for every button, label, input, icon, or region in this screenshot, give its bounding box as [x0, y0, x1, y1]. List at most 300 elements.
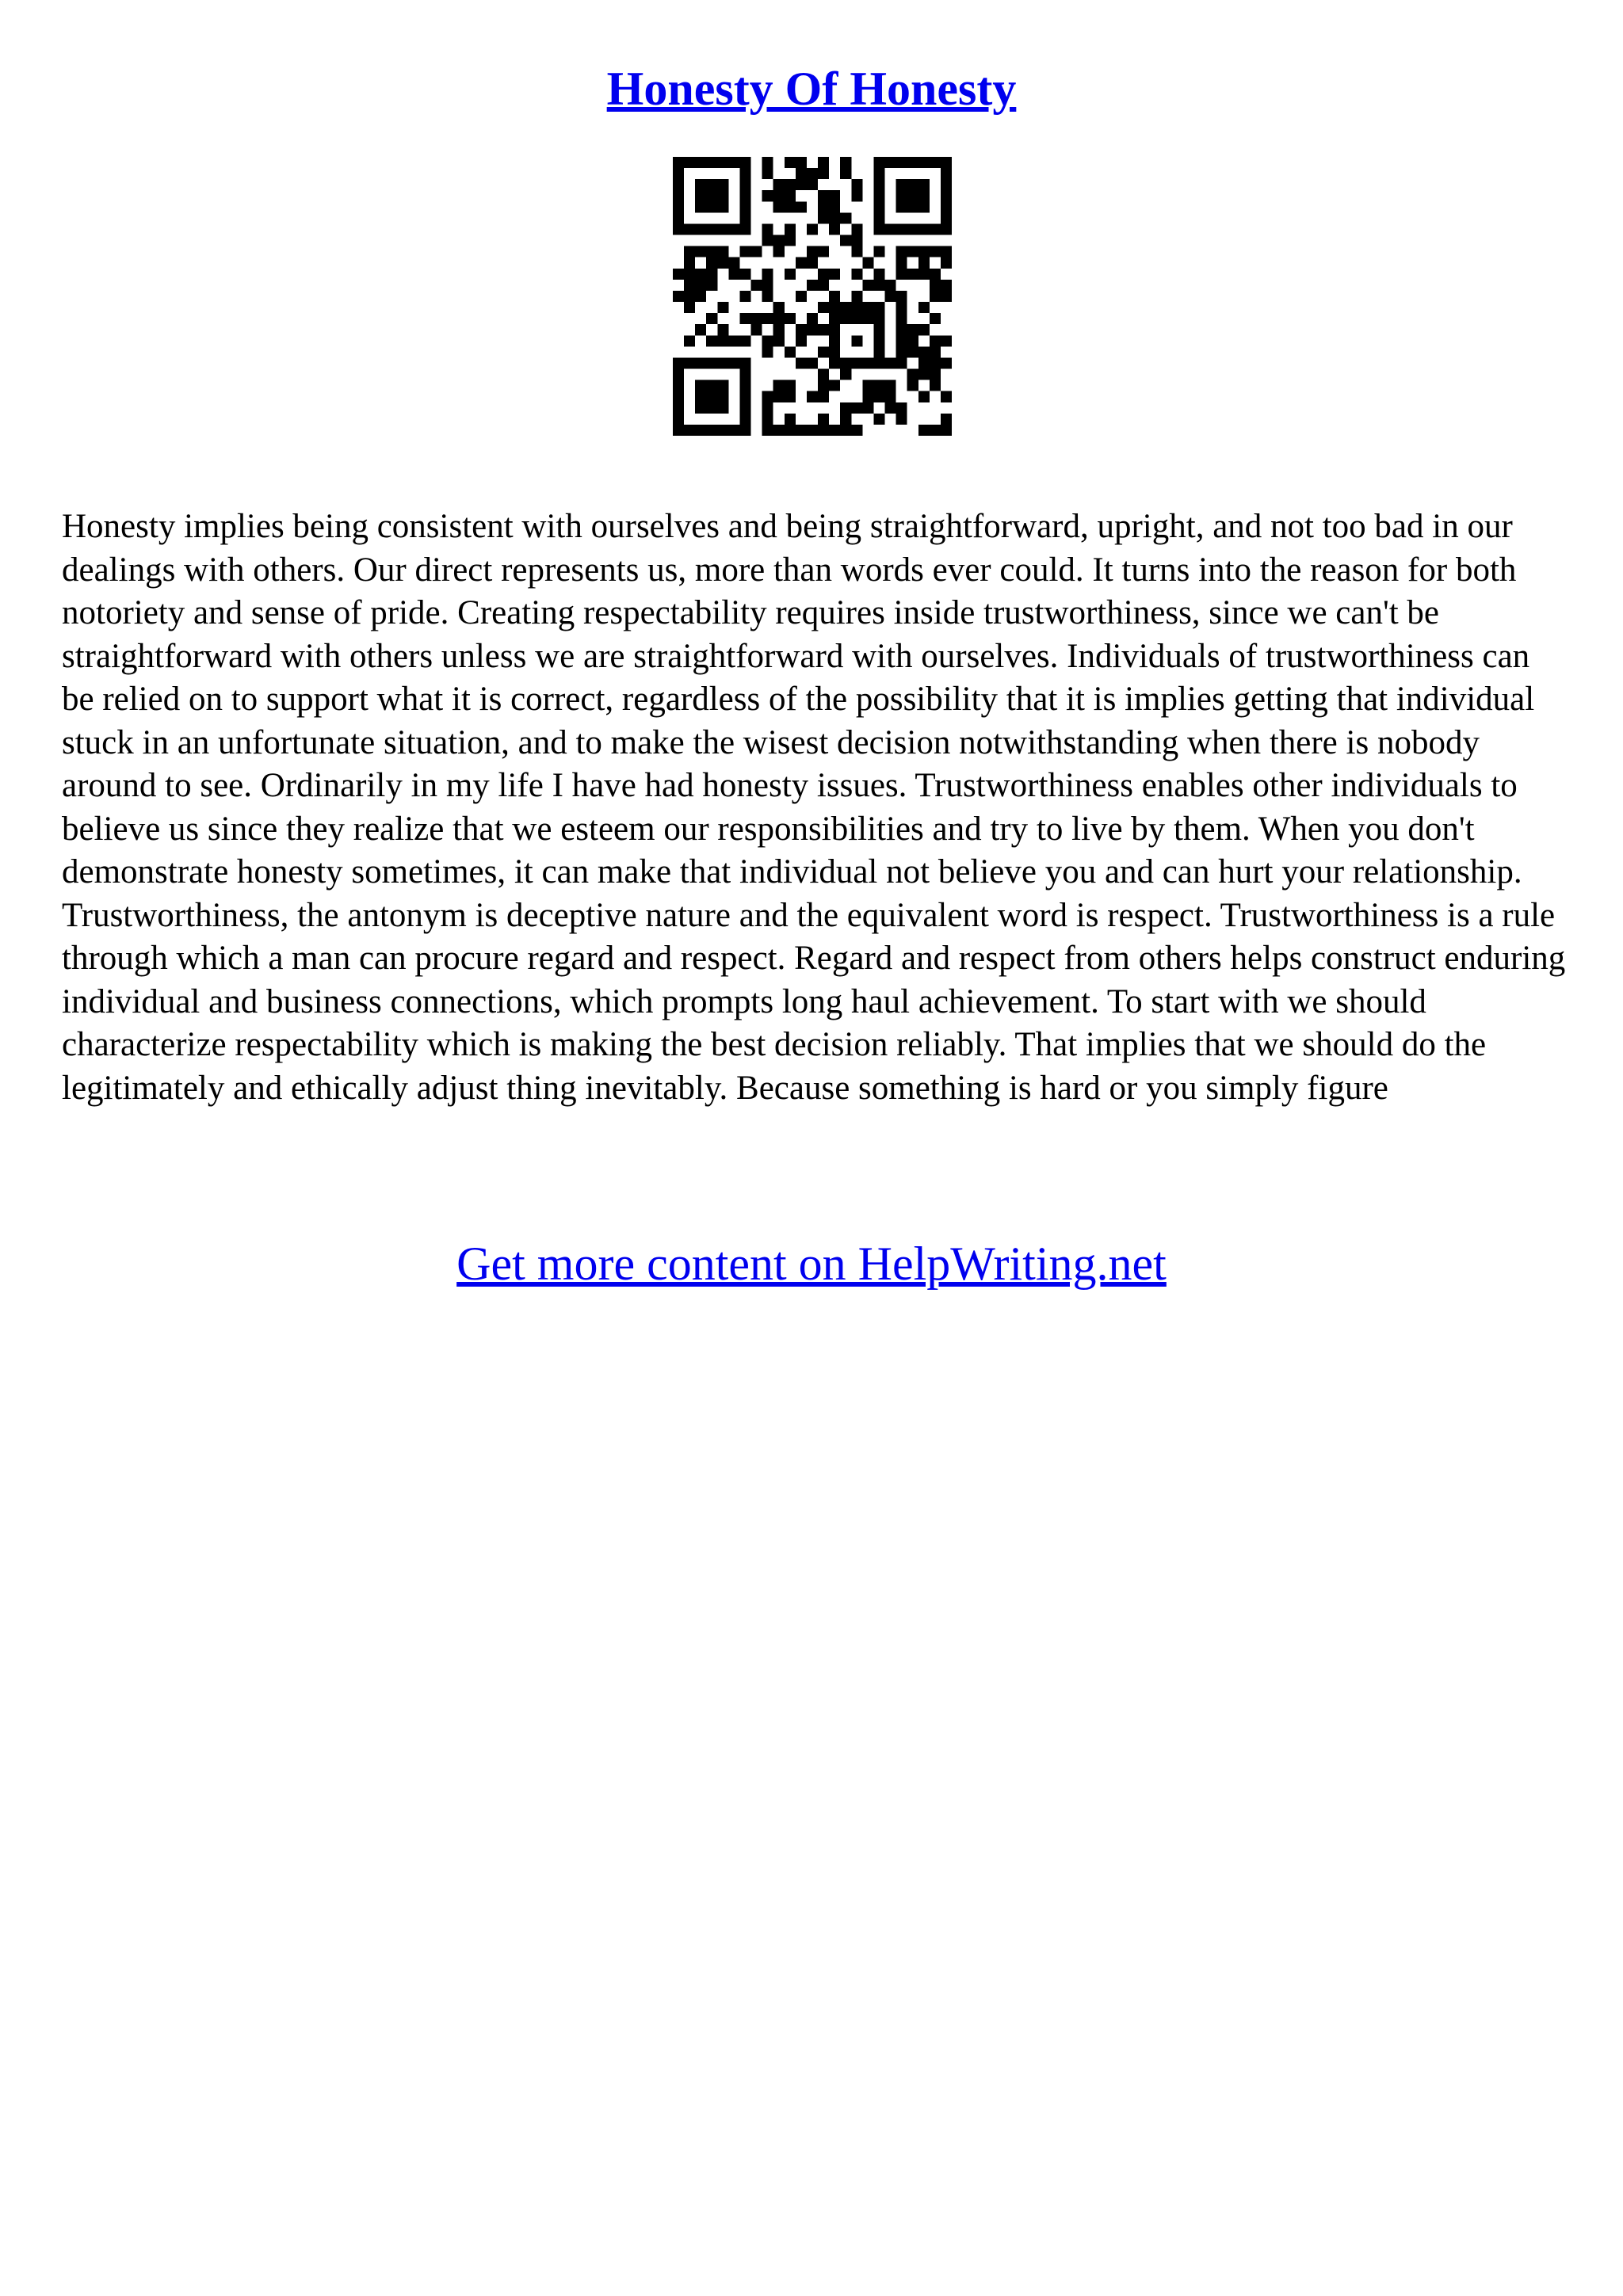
- qr-module: [717, 402, 728, 414]
- qr-module: [739, 425, 750, 436]
- qr-module: [941, 425, 952, 436]
- qr-module: [762, 313, 773, 324]
- qr-module: [728, 335, 739, 346]
- qr-module: [907, 246, 918, 257]
- qr-module: [695, 402, 706, 414]
- qr-module: [717, 201, 728, 212]
- qr-module: [717, 425, 728, 436]
- qr-module: [918, 391, 930, 402]
- qr-module: [840, 157, 851, 168]
- qr-module: [941, 257, 952, 269]
- qr-module: [896, 335, 907, 346]
- qr-module: [673, 179, 684, 190]
- qr-module: [695, 190, 706, 201]
- qr-module: [673, 369, 684, 380]
- qr-module: [773, 380, 785, 391]
- qr-module: [762, 291, 773, 302]
- qr-module: [829, 346, 840, 357]
- qr-module: [941, 179, 952, 190]
- qr-module: [773, 190, 785, 201]
- qr-module: [807, 257, 818, 269]
- qr-module: [773, 391, 785, 402]
- qr-module: [673, 168, 684, 179]
- qr-module: [796, 168, 807, 179]
- qr-module: [673, 223, 684, 235]
- qr-module: [739, 357, 750, 368]
- qr-module: [829, 212, 840, 223]
- qr-module: [807, 324, 818, 335]
- qr-module: [873, 246, 884, 257]
- qr-module: [684, 291, 695, 302]
- qr-module: [941, 201, 952, 212]
- qr-module: [907, 380, 918, 391]
- qr-module: [896, 402, 907, 414]
- qr-module: [873, 335, 884, 346]
- qr-module: [807, 223, 818, 235]
- qr-module: [717, 324, 728, 335]
- qr-module: [739, 157, 750, 168]
- qr-module: [684, 269, 695, 280]
- qr-module: [840, 369, 851, 380]
- qr-module: [785, 313, 796, 324]
- qr-module: [796, 291, 807, 302]
- qr-module: [862, 280, 873, 291]
- qr-module: [885, 380, 896, 391]
- qr-module: [896, 223, 907, 235]
- qr-module: [930, 269, 941, 280]
- qr-module: [807, 168, 818, 179]
- qr-module: [762, 335, 773, 346]
- qr-module: [673, 212, 684, 223]
- qr-module: [673, 357, 684, 368]
- qr-module: [695, 380, 706, 391]
- qr-module: [728, 257, 739, 269]
- qr-module: [717, 157, 728, 168]
- qr-module: [829, 425, 840, 436]
- qr-module: [873, 346, 884, 357]
- qr-module: [873, 414, 884, 425]
- qr-module: [840, 414, 851, 425]
- qr-module: [706, 357, 717, 368]
- qr-module: [851, 179, 862, 190]
- qr-module: [818, 302, 829, 313]
- qr-module: [941, 246, 952, 257]
- qr-module: [673, 201, 684, 212]
- qr-module: [785, 235, 796, 246]
- qr-module: [796, 201, 807, 212]
- qr-module: [706, 380, 717, 391]
- qr-module: [785, 380, 796, 391]
- qr-module: [862, 357, 873, 368]
- qr-module: [785, 201, 796, 212]
- qr-module: [873, 391, 884, 402]
- qr-module: [941, 190, 952, 201]
- qr-module: [851, 190, 862, 201]
- qr-module: [762, 190, 773, 201]
- qr-module: [684, 425, 695, 436]
- qr-module: [941, 357, 952, 368]
- qr-module: [930, 157, 941, 168]
- qr-module: [930, 313, 941, 324]
- qr-module: [873, 302, 884, 313]
- qr-module: [796, 324, 807, 335]
- qr-module: [751, 313, 762, 324]
- qr-module: [818, 212, 829, 223]
- qr-module: [785, 269, 796, 280]
- qr-module: [885, 291, 896, 302]
- qr-module: [885, 157, 896, 168]
- qr-module: [796, 257, 807, 269]
- qr-module: [706, 201, 717, 212]
- qr-module: [673, 425, 684, 436]
- qr-module: [896, 357, 907, 368]
- qr-module: [796, 179, 807, 190]
- qr-module: [896, 257, 907, 269]
- qr-module: [706, 402, 717, 414]
- qr-module: [896, 324, 907, 335]
- qr-module: [840, 425, 851, 436]
- qr-module: [818, 425, 829, 436]
- qr-module: [739, 402, 750, 414]
- qr-module: [762, 157, 773, 168]
- qr-module: [851, 402, 862, 414]
- qr-module: [807, 313, 818, 324]
- qr-module: [762, 425, 773, 436]
- qr-module: [840, 235, 851, 246]
- qr-module: [930, 291, 941, 302]
- qr-module: [818, 380, 829, 391]
- qr-module: [739, 223, 750, 235]
- qr-module: [851, 302, 862, 313]
- qr-module: [829, 201, 840, 212]
- qr-module: [896, 302, 907, 313]
- qr-module: [695, 201, 706, 212]
- qr-module: [706, 190, 717, 201]
- qr-module: [807, 425, 818, 436]
- qr-module: [930, 335, 941, 346]
- qr-module: [728, 269, 739, 280]
- qr-module: [851, 291, 862, 302]
- qr-module: [907, 346, 918, 357]
- qr-module: [673, 190, 684, 201]
- qr-module: [684, 280, 695, 291]
- qr-module: [862, 313, 873, 324]
- qr-module: [762, 346, 773, 357]
- qr-module: [785, 157, 796, 168]
- qr-module: [930, 369, 941, 380]
- qr-module: [941, 212, 952, 223]
- qr-module: [796, 357, 807, 368]
- qr-module: [818, 280, 829, 291]
- qr-module: [941, 391, 952, 402]
- qr-module: [851, 425, 862, 436]
- qr-module: [773, 201, 785, 212]
- qr-module: [717, 179, 728, 190]
- qr-module: [762, 168, 773, 179]
- qr-module: [918, 257, 930, 269]
- qr-module: [717, 257, 728, 269]
- qr-module: [873, 324, 884, 335]
- qr-module: [695, 324, 706, 335]
- qr-module: [695, 391, 706, 402]
- qr-module: [706, 157, 717, 168]
- qr-module: [807, 357, 818, 368]
- qr-module: [695, 246, 706, 257]
- qr-module: [684, 223, 695, 235]
- qr-module: [706, 313, 717, 324]
- qr-module: [751, 280, 762, 291]
- essay-body-text: Honesty implies being consistent with ourselves and being straightforward, upright, and not too bad in our dealings with others. Our direct represents us, more than words ever could. It turns into the reason for both notoriety and sense of pride. Creating respectability requires inside trustworthiness, since we can't be straightforward with others unless we are straightforward with ourselves. Individuals of trustworthiness can be relied on to support what it is correct, regardless of the possibility that it is implies getting that individual stuck in an unfortunate situation, and to make the wisest decision notwithstanding when there is nobody around to see. Ordinarily in my life I have had honesty issues. Trustworthiness enables other individuals to believe us since they realize that we esteem our responsibilities and try to live by them. When you don't demonstrate honesty sometimes, it can make that individual not believe you and can hurt your relationship. Trustworthiness, the antonym is deceptive nature and the equivalent word is respect. Trustworthiness is a rule through which a man can procure regard and respect. Regard and respect from others helps construct enduring individual and business connections, which prompts long haul achievement. To start with we should characterize respectability which is making the best decision reliably. That implies that we should do the legitimately and ethically adjust thing inevitably. Because something is hard or you simply figure: [62, 508, 1566, 1107]
- qr-module: [706, 246, 717, 257]
- qr-module: [918, 190, 930, 201]
- qr-module: [717, 302, 728, 313]
- qr-module: [695, 223, 706, 235]
- qr-module: [706, 269, 717, 280]
- qr-module: [818, 246, 829, 257]
- qr-module: [873, 157, 884, 168]
- qr-module: [785, 414, 796, 425]
- qr-module: [930, 425, 941, 436]
- qr-module: [717, 223, 728, 235]
- qr-module: [862, 302, 873, 313]
- qr-module: [673, 291, 684, 302]
- qr-module: [862, 380, 873, 391]
- qr-module: [896, 291, 907, 302]
- qr-module: [896, 201, 907, 212]
- qr-module: [739, 414, 750, 425]
- qr-module: [717, 391, 728, 402]
- qr-module: [840, 357, 851, 368]
- qr-module: [930, 380, 941, 391]
- qr-module: [762, 280, 773, 291]
- qr-module: [885, 223, 896, 235]
- qr-module: [762, 223, 773, 235]
- qr-module: [918, 269, 930, 280]
- qr-module: [762, 402, 773, 414]
- qr-module: [918, 179, 930, 190]
- qr-module: [851, 357, 862, 368]
- qr-module: [840, 212, 851, 223]
- qr-module: [739, 269, 750, 280]
- qr-module: [762, 391, 773, 402]
- qr-module: [818, 157, 829, 168]
- qr-module: [918, 346, 930, 357]
- qr-module: [885, 357, 896, 368]
- qr-module: [785, 179, 796, 190]
- qr-module: [673, 157, 684, 168]
- qr-module: [818, 346, 829, 357]
- qr-module: [717, 380, 728, 391]
- qr-module: [896, 414, 907, 425]
- qr-module: [907, 190, 918, 201]
- qr-module: [930, 223, 941, 235]
- qr-module: [739, 313, 750, 324]
- qr-module: [807, 280, 818, 291]
- qr-module: [818, 190, 829, 201]
- qr-module: [829, 324, 840, 335]
- qr-module: [896, 313, 907, 324]
- qr-module: [717, 246, 728, 257]
- qr-module: [930, 357, 941, 368]
- qr-module: [684, 246, 695, 257]
- qr-module: [785, 346, 796, 357]
- qr-module: [728, 157, 739, 168]
- qr-module: [941, 280, 952, 291]
- qr-module: [840, 313, 851, 324]
- get-more-content-link[interactable]: Get more content on HelpWriting.net: [456, 1238, 1167, 1290]
- qr-module: [773, 324, 785, 335]
- qr-module: [851, 313, 862, 324]
- qr-module: [706, 223, 717, 235]
- qr-module: [918, 223, 930, 235]
- qr-module: [896, 346, 907, 357]
- qr-module: [873, 223, 884, 235]
- qr-module: [930, 246, 941, 257]
- qr-module: [907, 369, 918, 380]
- document-title-link[interactable]: Honesty Of Honesty: [606, 63, 1017, 115]
- qr-module: [818, 414, 829, 425]
- qr-module: [773, 425, 785, 436]
- qr-module: [885, 402, 896, 414]
- qr-module: [873, 313, 884, 324]
- qr-module: [907, 324, 918, 335]
- qr-module: [818, 369, 829, 380]
- qr-module: [930, 346, 941, 357]
- qr-module: [739, 391, 750, 402]
- qr-module: [796, 335, 807, 346]
- qr-module: [751, 324, 762, 335]
- qr-module: [930, 280, 941, 291]
- qr-module: [829, 335, 840, 346]
- qr-code-icon: [673, 157, 952, 436]
- qr-module: [739, 291, 750, 302]
- qr-module: [851, 335, 862, 346]
- qr-module: [739, 179, 750, 190]
- qr-module: [739, 335, 750, 346]
- qr-module: [773, 179, 785, 190]
- qr-module: [706, 280, 717, 291]
- qr-module: [918, 357, 930, 368]
- qr-module: [785, 425, 796, 436]
- qr-module: [829, 302, 840, 313]
- qr-module: [885, 280, 896, 291]
- qr-module: [706, 391, 717, 402]
- qr-module: [684, 357, 695, 368]
- qr-module: [907, 223, 918, 235]
- qr-module: [695, 179, 706, 190]
- qr-module: [851, 223, 862, 235]
- qr-module: [840, 168, 851, 179]
- qr-module: [896, 269, 907, 280]
- qr-module: [796, 157, 807, 168]
- qr-module: [684, 157, 695, 168]
- qr-module: [717, 190, 728, 201]
- qr-module: [873, 212, 884, 223]
- qr-module: [739, 201, 750, 212]
- qr-module: [785, 190, 796, 201]
- qr-module: [840, 402, 851, 414]
- qr-module: [695, 269, 706, 280]
- qr-module: [907, 179, 918, 190]
- qr-module: [873, 380, 884, 391]
- qr-module: [918, 425, 930, 436]
- qr-module: [762, 269, 773, 280]
- qr-module: [739, 190, 750, 201]
- qr-module: [695, 291, 706, 302]
- qr-module: [717, 357, 728, 368]
- qr-module: [873, 357, 884, 368]
- qr-module: [873, 179, 884, 190]
- qr-module: [941, 157, 952, 168]
- qr-module: [673, 414, 684, 425]
- qr-module: [695, 280, 706, 291]
- qr-module: [796, 425, 807, 436]
- qr-module: [941, 223, 952, 235]
- qr-module: [818, 168, 829, 179]
- qr-module: [873, 190, 884, 201]
- qr-module: [728, 425, 739, 436]
- qr-module: [941, 335, 952, 346]
- qr-module: [873, 201, 884, 212]
- qr-module: [673, 391, 684, 402]
- qr-module: [673, 269, 684, 280]
- qr-module: [773, 302, 785, 313]
- qr-module: [728, 357, 739, 368]
- qr-module: [785, 223, 796, 235]
- qr-module: [684, 257, 695, 269]
- qr-module: [695, 357, 706, 368]
- qr-module: [862, 402, 873, 414]
- qr-module: [807, 391, 818, 402]
- qr-module: [818, 269, 829, 280]
- qr-module: [829, 380, 840, 391]
- qr-module: [907, 269, 918, 280]
- qr-module: [918, 157, 930, 168]
- qr-module: [818, 201, 829, 212]
- qr-module: [739, 369, 750, 380]
- qr-module: [851, 269, 862, 280]
- qr-module: [896, 246, 907, 257]
- qr-module: [673, 402, 684, 414]
- qr-module: [785, 391, 796, 402]
- qr-module: [751, 246, 762, 257]
- qr-module: [885, 391, 896, 402]
- qr-module: [695, 157, 706, 168]
- qr-module: [918, 201, 930, 212]
- qr-module: [829, 190, 840, 201]
- qr-module: [684, 335, 695, 346]
- qr-module: [673, 380, 684, 391]
- qr-module: [907, 157, 918, 168]
- qr-module: [896, 179, 907, 190]
- qr-module: [851, 235, 862, 246]
- qr-module: [873, 280, 884, 291]
- qr-module: [829, 357, 840, 368]
- qr-module: [739, 246, 750, 257]
- qr-module: [862, 257, 873, 269]
- qr-module: [739, 168, 750, 179]
- qr-module: [873, 168, 884, 179]
- qr-module: [907, 201, 918, 212]
- qr-module: [918, 246, 930, 257]
- qr-module: [818, 324, 829, 335]
- qr-module: [706, 257, 717, 269]
- qr-module: [717, 335, 728, 346]
- qr-module: [773, 235, 785, 246]
- qr-module: [684, 302, 695, 313]
- qr-module: [807, 246, 818, 257]
- qr-module: [918, 369, 930, 380]
